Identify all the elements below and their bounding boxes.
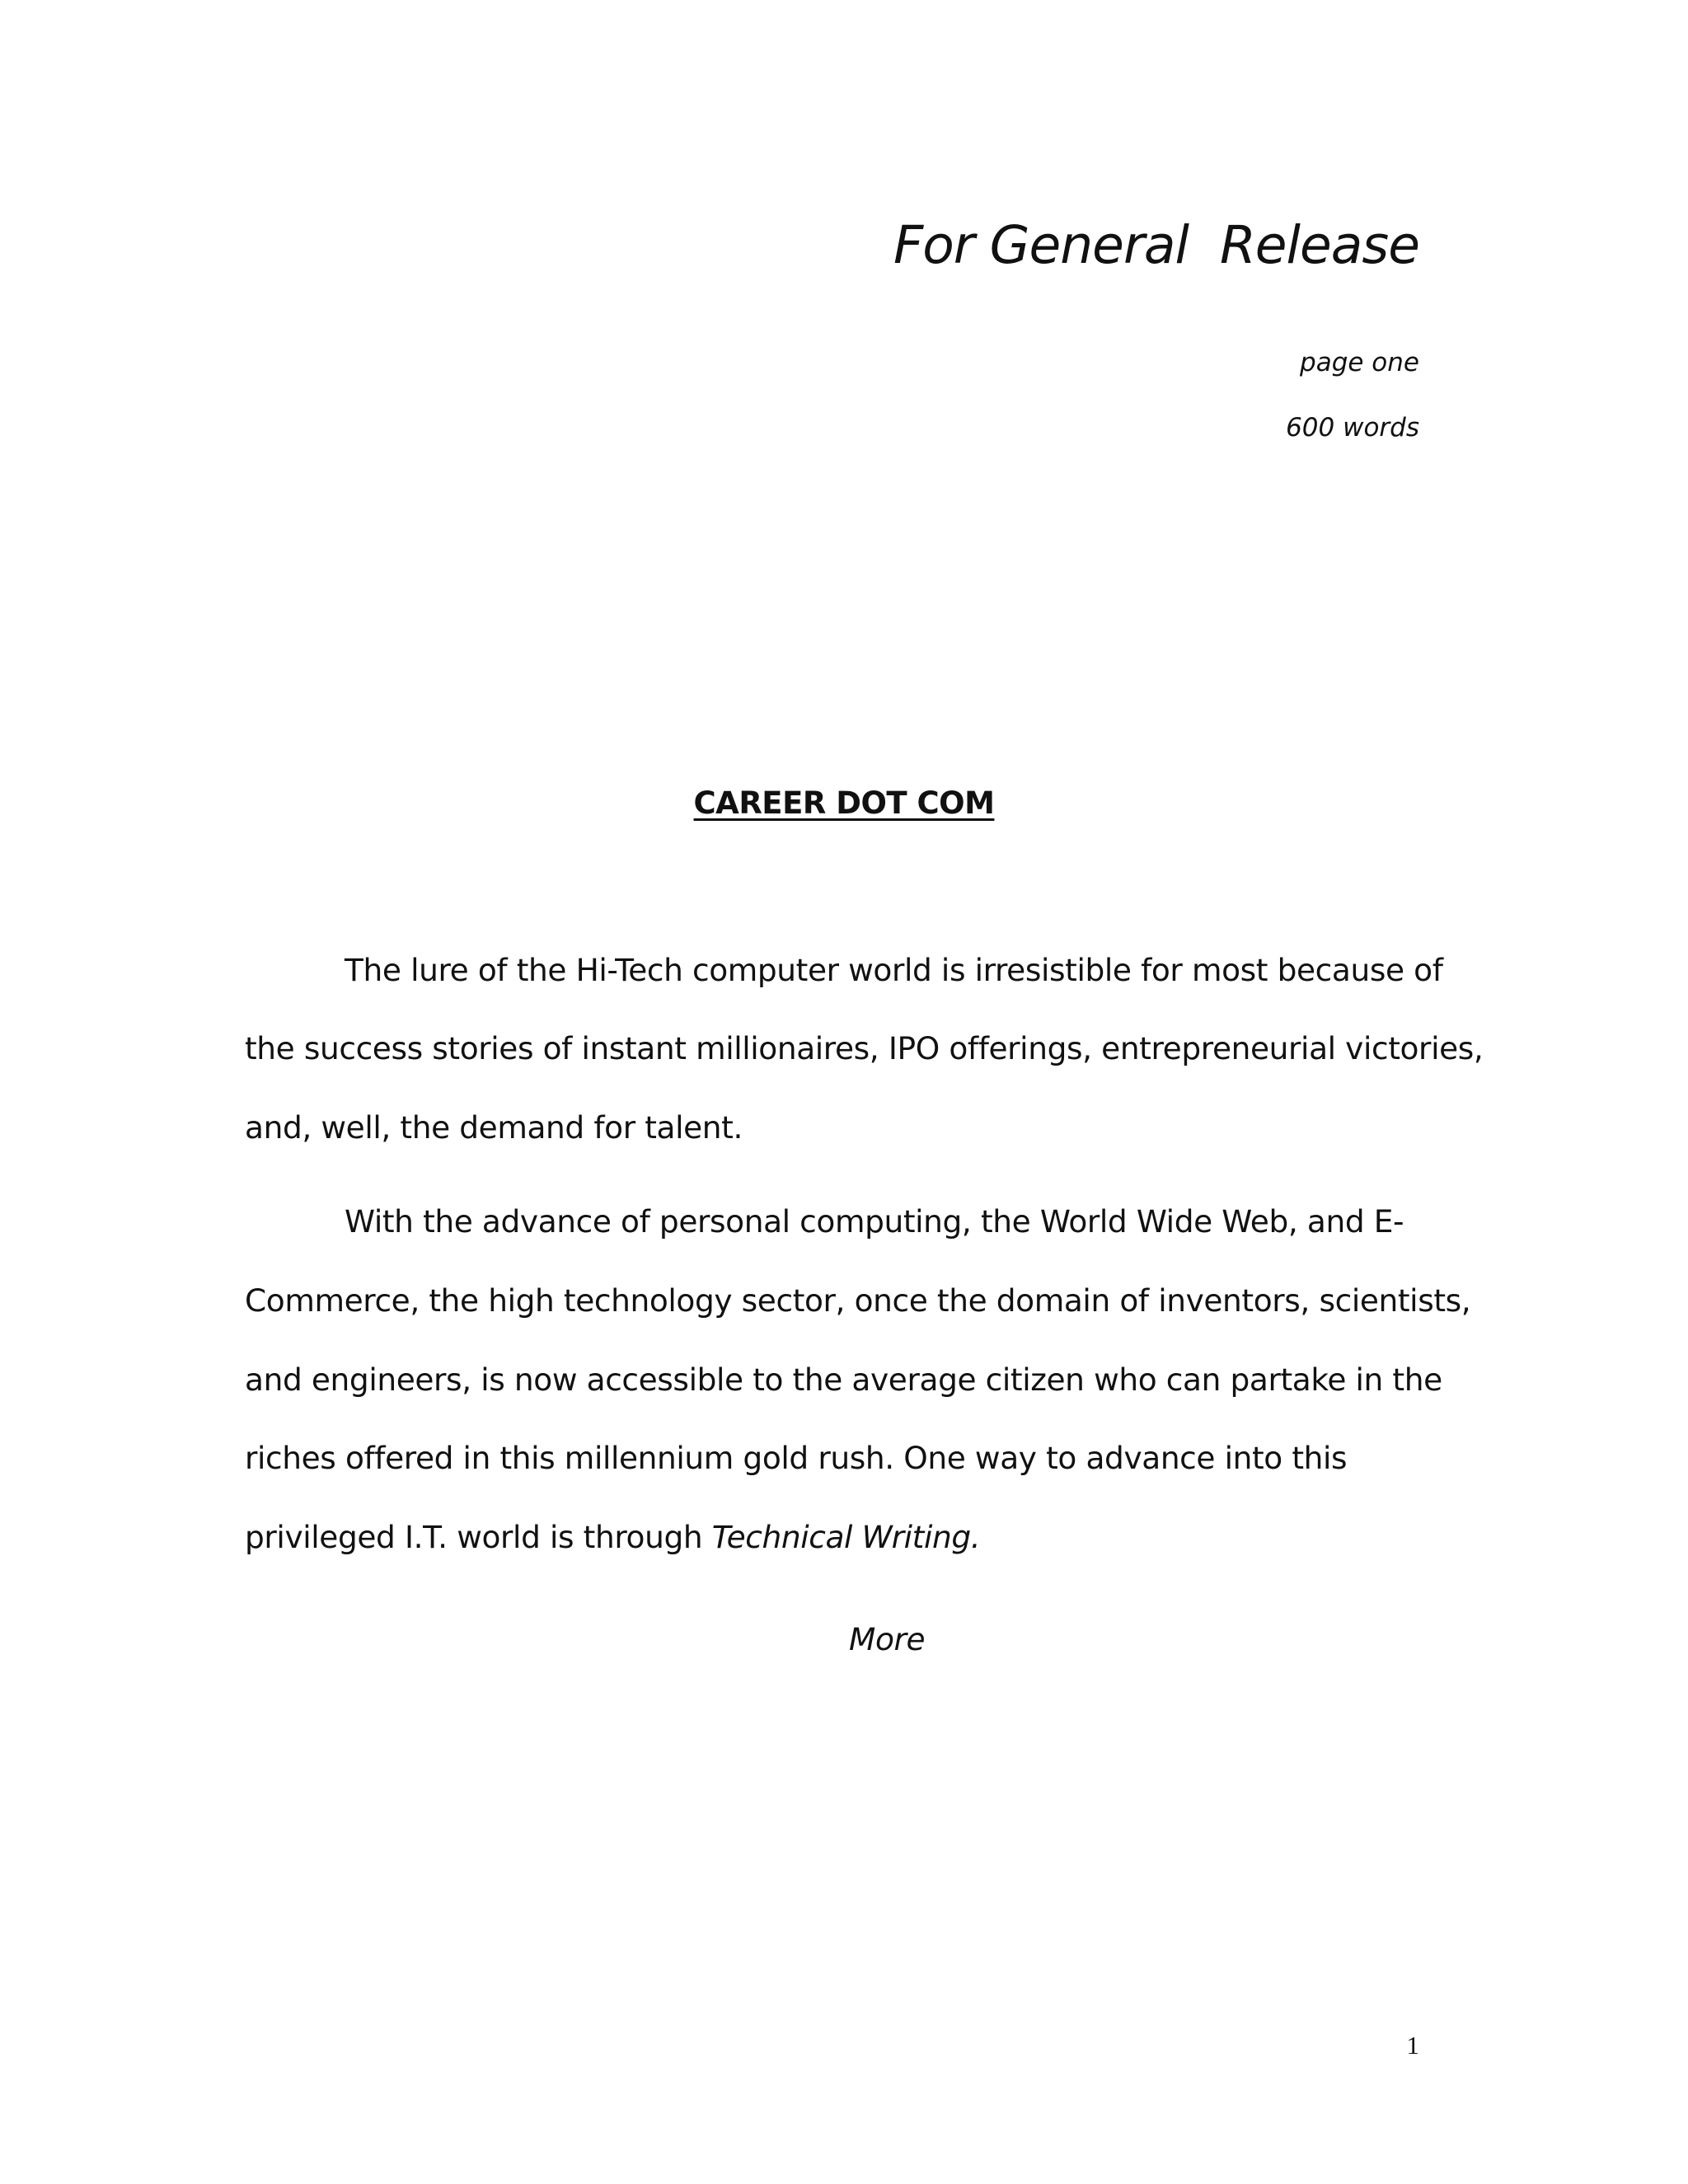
continuation-marker: More [849, 1621, 926, 1657]
paragraph-line: The lure of the Hi-Tech computer world is irresistible for most because of [345, 952, 1443, 988]
article-headline: CAREER DOT COM [693, 785, 995, 821]
paragraph-line: the success stories of instant millionaires, IPO offerings, entrepreneurial victories, [245, 1030, 1484, 1066]
paragraph-line [245, 1516, 980, 1558]
release-title: For General Release [893, 215, 1419, 275]
page-label: page one [1300, 348, 1419, 377]
paragraph-text: privileged I.T. world is through [245, 1519, 712, 1555]
paragraph-line: and engineers, is now accessible to the average citizen who can partake in the [245, 1361, 1442, 1398]
emphasis-text: Technical Writing. [711, 1519, 981, 1555]
word-count: 600 words [1286, 413, 1419, 443]
paragraph-line: With the advance of personal computing, the World Wide Web, and E- [345, 1203, 1404, 1240]
paragraph-line: riches offered in this millennium gold rush. One way to advance into this [245, 1440, 1348, 1476]
page-number: 1 [1406, 2031, 1419, 2060]
paragraph-line: Commerce, the high technology sector, once the domain of inventors, scientists, [245, 1282, 1471, 1319]
paragraph-line: and, well, the demand for talent. [245, 1109, 743, 1146]
